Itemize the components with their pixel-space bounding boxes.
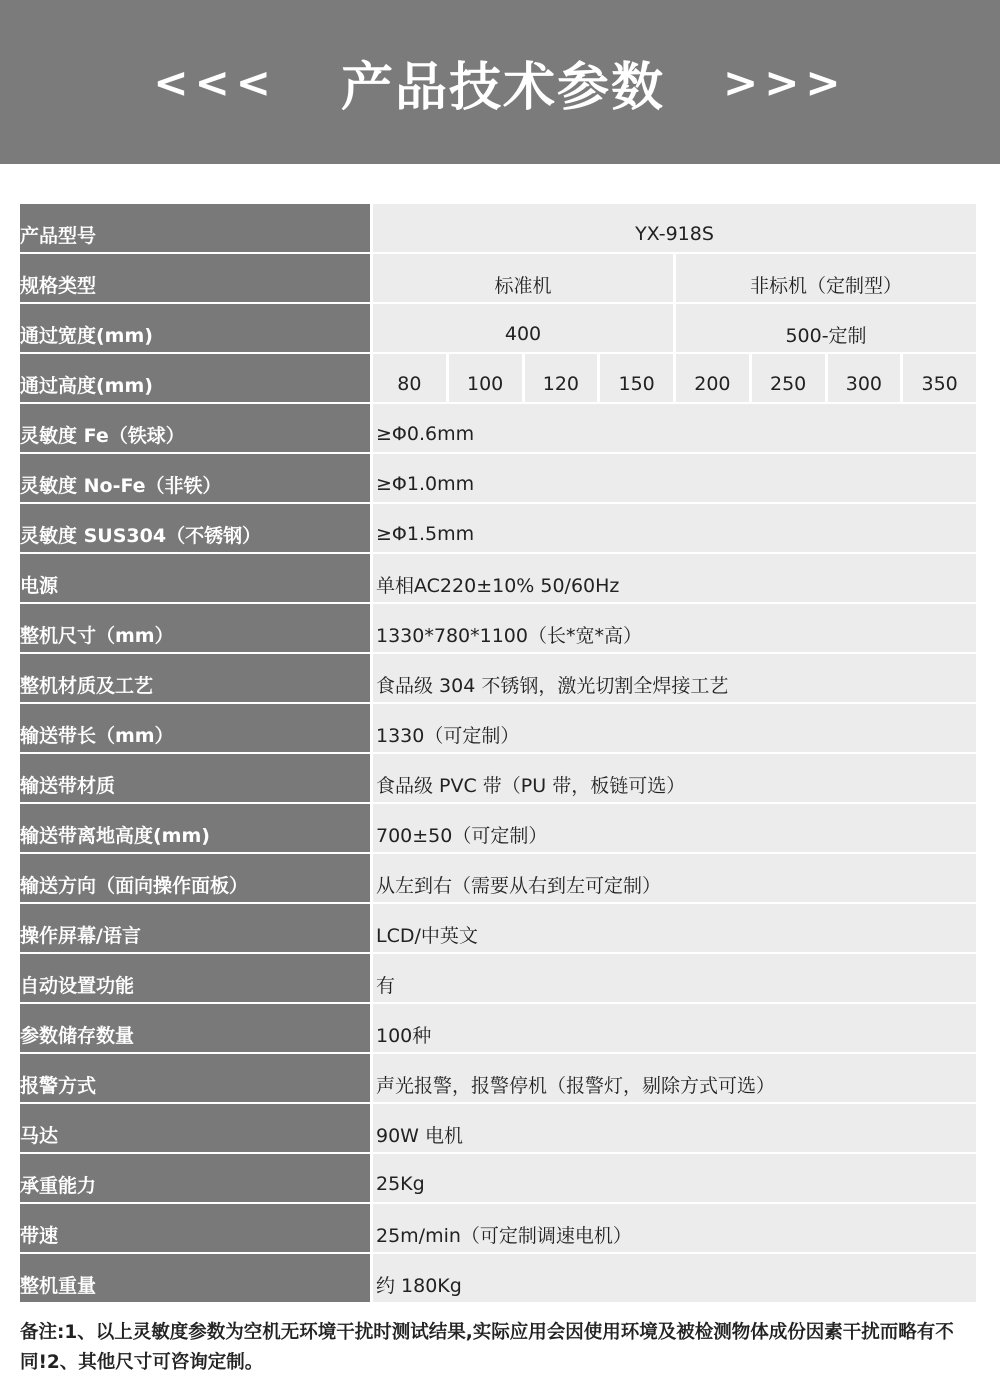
spec-value: 120 [525,354,598,402]
spec-value-group [373,554,976,602]
spec-label: 灵敏度 Fe（铁球） [20,404,370,452]
spec-value: 200 [676,354,749,402]
spec-row [20,1104,976,1154]
spec-value-group [373,654,976,702]
spec-value-group [373,404,976,452]
spec-value-group [373,254,976,302]
spec-value-group [373,754,976,802]
spec-value: 约 180Kg [373,1254,976,1302]
spec-value-group [373,1154,976,1202]
spec-value: 单相AC220±10% 50/60Hz [373,554,976,602]
spec-value: LCD/中英文 [373,904,976,952]
spec-row [20,604,976,654]
spec-row [20,304,976,354]
spec-label: 自动设置功能 [20,954,370,1002]
spec-label: 带速 [20,1204,370,1252]
spec-value: 400 [373,304,673,352]
spec-value: 350 [903,354,976,402]
spec-value: 100 [449,354,522,402]
spec-value: 有 [373,954,976,1002]
spec-label: 规格类型 [20,254,370,302]
spec-value-group [373,1054,976,1102]
spec-label: 操作屏幕/语言 [20,904,370,952]
spec-row [20,254,976,304]
spec-value-group [373,704,976,752]
right-arrows: >>> [723,57,847,107]
spec-value-group [373,354,976,402]
spec-label: 输送方向（面向操作面板） [20,854,370,902]
spec-row [20,504,976,554]
spec-value: 500-定制 [676,304,976,352]
spec-label: 参数储存数量 [20,1004,370,1052]
spec-value-group [373,504,976,552]
spec-value-group [373,904,976,952]
spec-label: 马达 [20,1104,370,1152]
spec-row [20,404,976,454]
spec-value-group [373,1104,976,1152]
spec-row [20,904,976,954]
spec-label: 整机材质及工艺 [20,654,370,702]
spec-value-group [373,804,976,852]
page-title [0,44,1000,120]
spec-value-group [373,1004,976,1052]
spec-label: 产品型号 [20,204,370,252]
spec-label: 通过宽度(mm) [20,304,370,352]
spec-value: 1330*780*1100（长*宽*高） [373,604,976,652]
spec-value-group [373,954,976,1002]
spec-value: 非标机（定制型） [676,254,976,302]
spec-label: 整机重量 [20,1254,370,1302]
spec-row [20,454,976,504]
spec-value: 700±50（可定制） [373,804,976,852]
spec-row [20,804,976,854]
spec-value: 食品级 PVC 带（PU 带，板链可选） [373,754,976,802]
spec-value: ≥Φ1.0mm [373,454,976,502]
spec-label: 承重能力 [20,1154,370,1202]
spec-value: 食品级 304 不锈钢，激光切割全焊接工艺 [373,654,976,702]
spec-row [20,654,976,704]
spec-label: 输送带长（mm） [20,704,370,752]
spec-value: 25m/min（可定制调速电机） [373,1204,976,1252]
spec-row [20,204,976,254]
spec-table [20,204,976,1304]
spec-value: 90W 电机 [373,1104,976,1152]
spec-value: 25Kg [373,1154,976,1202]
spec-value: 250 [752,354,825,402]
spec-label: 通过高度(mm) [20,354,370,402]
spec-value: YX-918S [373,204,976,252]
spec-value: ≥Φ1.5mm [373,504,976,552]
spec-row [20,1004,976,1054]
spec-row [20,1254,976,1304]
spec-row [20,1054,976,1104]
spec-label: 输送带离地高度(mm) [20,804,370,852]
spec-row [20,1204,976,1254]
spec-value-group [373,454,976,502]
spec-row [20,554,976,604]
spec-value: 100种 [373,1004,976,1052]
spec-label: 灵敏度 SUS304（不锈钢） [20,504,370,552]
spec-value: 声光报警，报警停机（报警灯，剔除方式可选） [373,1054,976,1102]
spec-value-group [373,604,976,652]
spec-value: 从左到右（需要从右到左可定制） [373,854,976,902]
spec-value: 标准机 [373,254,673,302]
spec-value-group [373,1254,976,1302]
spec-value-group [373,204,976,252]
spec-row [20,354,976,404]
spec-label: 报警方式 [20,1054,370,1102]
spec-value: 80 [373,354,446,402]
spec-row [20,704,976,754]
spec-label: 输送带材质 [20,754,370,802]
spec-value-group [373,1204,976,1252]
spec-row [20,754,976,804]
footnote: 备注:1、以上灵敏度参数为空机无环境干扰时测试结果,实际应用会因使用环境及被检测物体成份因素干扰而略有不同!2、其他尺寸可咨询定制。 [20,1322,954,1373]
spec-value: ≥Φ0.6mm [373,404,976,452]
spec-row [20,954,976,1004]
left-arrows: <<< [153,57,277,107]
spec-label: 电源 [20,554,370,602]
title-text: 产品技术参数 [340,57,665,118]
spec-row [20,854,976,904]
spec-label: 整机尺寸（mm） [20,604,370,652]
spec-value-group [373,304,976,352]
spec-value: 1330（可定制） [373,704,976,752]
spec-label: 灵敏度 No-Fe（非铁） [20,454,370,502]
spec-value: 300 [828,354,901,402]
spec-row [20,1154,976,1204]
spec-value: 150 [600,354,673,402]
spec-value-group [373,854,976,902]
